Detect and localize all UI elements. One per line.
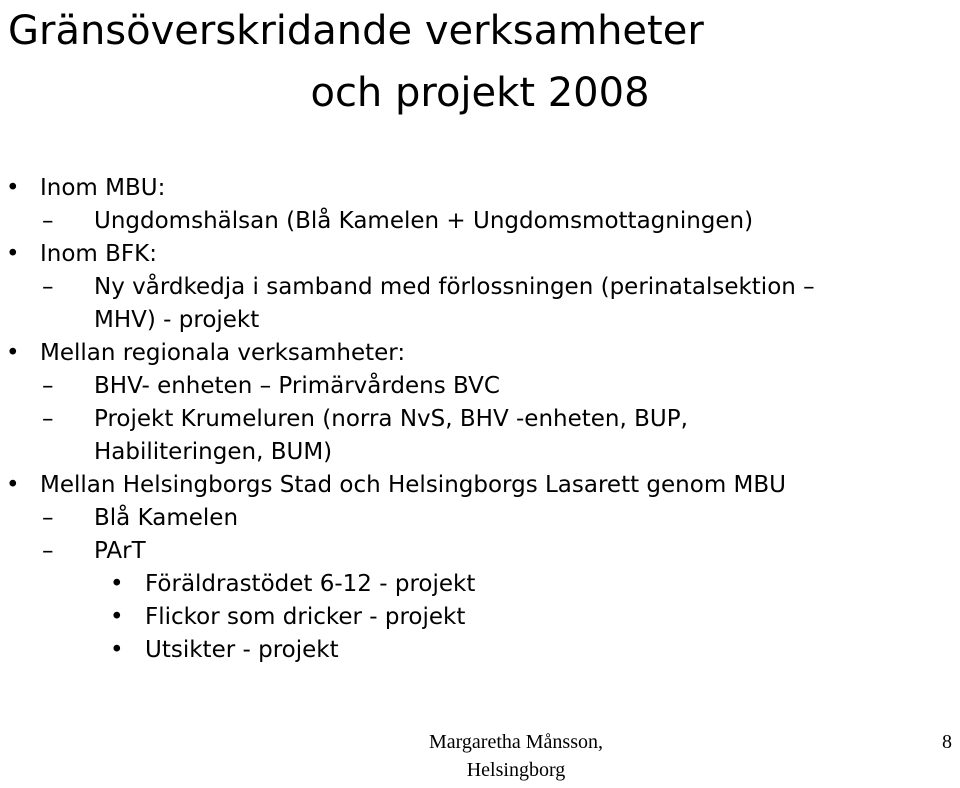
slide-title-line-1: Gränsöverskridande verksamheter bbox=[8, 8, 704, 54]
bullet-item-level-2 bbox=[0, 370, 960, 403]
bullet-item-level-2 bbox=[0, 403, 960, 469]
bullet-text: PArT bbox=[94, 538, 146, 564]
bullet-marker: • bbox=[6, 340, 20, 366]
slide-title-line-2: och projekt 2008 bbox=[310, 70, 650, 116]
bullet-item-level-1 bbox=[0, 469, 960, 502]
bullet-marker: • bbox=[110, 637, 124, 663]
bullet-marker: • bbox=[6, 472, 20, 498]
page-number: 8 bbox=[942, 731, 952, 753]
bullet-text: Utsikter - projekt bbox=[145, 637, 339, 663]
dash-marker: – bbox=[42, 406, 54, 432]
bullet-text: Habiliteringen, BUM) bbox=[94, 439, 333, 465]
bullet-item-level-3 bbox=[0, 601, 960, 634]
bullet-text: Ny vårdkedja i samband med förlossningen (perinatalsektion – bbox=[94, 274, 815, 300]
bullet-text: Mellan regionala verksamheter: bbox=[40, 340, 406, 366]
dash-marker: – bbox=[42, 373, 54, 399]
bullet-text: Blå Kamelen bbox=[94, 505, 239, 531]
bullet-text: MHV) - projekt bbox=[94, 307, 260, 333]
bullet-text: Föräldrastödet 6-12 - projekt bbox=[145, 571, 476, 597]
bullet-text: Mellan Helsingborgs Stad och Helsingborgs Lasarett genom MBU bbox=[40, 472, 786, 498]
bullet-item-level-2 bbox=[0, 502, 960, 535]
bullet-text: BHV- enheten – Primärvårdens BVC bbox=[94, 373, 500, 399]
bullet-item-level-2 bbox=[0, 271, 960, 337]
bullet-text: Flickor som dricker - projekt bbox=[145, 604, 466, 630]
bullet-list bbox=[0, 172, 960, 667]
bullet-text: Ungdomshälsan (Blå Kamelen + Ungdomsmottagningen) bbox=[94, 208, 754, 234]
bullet-item-level-1 bbox=[0, 172, 960, 205]
footer-author bbox=[400, 728, 632, 784]
bullet-item-level-2 bbox=[0, 205, 960, 238]
slide-title bbox=[0, 0, 960, 124]
bullet-item-level-2 bbox=[0, 535, 960, 568]
bullet-item-level-1 bbox=[0, 337, 960, 370]
dash-marker: – bbox=[42, 538, 54, 564]
bullet-text: Inom MBU: bbox=[40, 175, 166, 201]
footer-author-city: Helsingborg bbox=[466, 759, 566, 781]
bullet-item-level-1 bbox=[0, 238, 960, 271]
dash-marker: – bbox=[42, 274, 54, 300]
dash-marker: – bbox=[42, 505, 54, 531]
bullet-text: Projekt Krumeluren (norra NvS, BHV -enheten, BUP, bbox=[94, 406, 688, 432]
bullet-marker: • bbox=[110, 604, 124, 630]
dash-marker: – bbox=[42, 208, 54, 234]
bullet-item-level-3 bbox=[0, 568, 960, 601]
bullet-marker: • bbox=[110, 571, 124, 597]
bullet-marker: • bbox=[6, 175, 20, 201]
footer-author-name: Margaretha Månsson, bbox=[428, 731, 604, 753]
bullet-text: Inom BFK: bbox=[40, 241, 157, 267]
bullet-marker: • bbox=[6, 241, 20, 267]
bullet-item-level-3 bbox=[0, 634, 960, 667]
